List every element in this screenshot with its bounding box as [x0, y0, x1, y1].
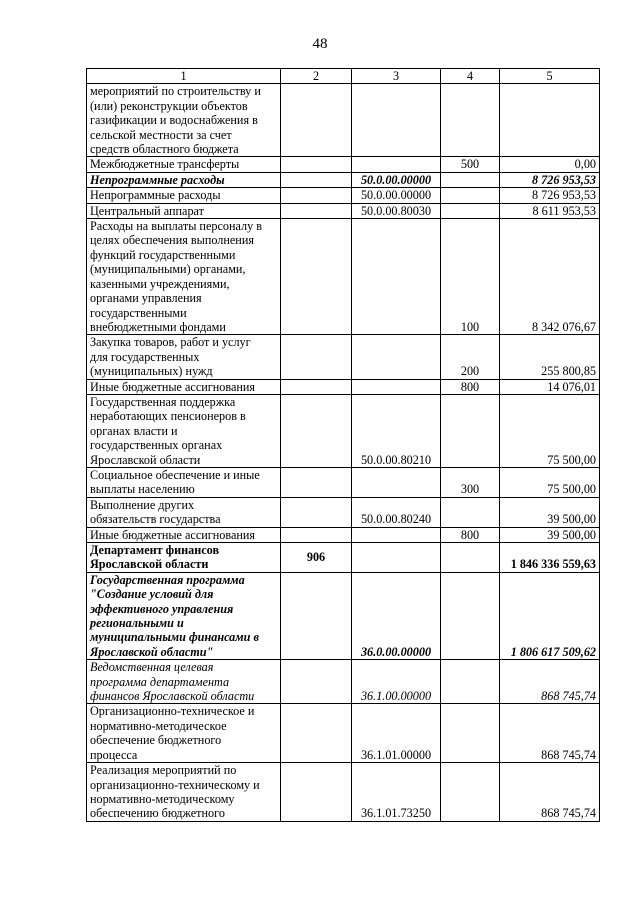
row-group-cell	[441, 497, 500, 527]
row-code-cell	[352, 394, 441, 467]
row-name-text: Департамент финансов Ярославской области	[90, 543, 220, 572]
row-name-cell	[87, 543, 281, 573]
row-name-text: Непрограммные расходы	[90, 188, 221, 203]
row-code-text: 50.0.00.80210	[360, 452, 432, 467]
row-dept-cell	[281, 335, 352, 379]
row-dept-cell	[281, 660, 352, 704]
row-code-cell	[352, 543, 441, 573]
row-name-text: Иные бюджетные ассигнования	[90, 527, 256, 542]
row-group-text: 500	[460, 157, 480, 172]
row-code-text: 50.0.00.00000	[360, 172, 432, 187]
row-code-text: 50.0.00.80030	[360, 203, 432, 218]
row-group-cell	[441, 660, 500, 704]
row-name-cell	[87, 379, 281, 394]
row-name-text: Иные бюджетные ассигнования	[90, 379, 256, 394]
row-amount-cell	[500, 394, 600, 467]
row-amount-text: 39 500,00	[547, 512, 596, 527]
row-code-cell	[352, 763, 441, 822]
row-dept-cell	[281, 527, 352, 542]
row-amount-cell	[500, 763, 600, 822]
row-group-cell	[441, 543, 500, 573]
row-group-text: 200	[460, 364, 480, 379]
row-code-text: 50.0.00.00000	[360, 188, 432, 203]
row-amount-cell	[500, 467, 600, 497]
row-code-text: 36.1.01.73250	[360, 806, 432, 821]
row-amount-text: 8 611 953,53	[532, 203, 596, 218]
row-amount-text: 1 806 617 509,62	[510, 644, 596, 659]
row-group-cell	[441, 763, 500, 822]
page-number: 48	[312, 36, 328, 52]
row-amount-text: 39 500,00	[547, 527, 596, 542]
row-dept-cell	[281, 497, 352, 527]
table-row	[87, 379, 600, 394]
row-name-cell	[87, 763, 281, 822]
row-name-cell	[87, 335, 281, 379]
header-row	[87, 69, 600, 84]
row-name-cell	[87, 497, 281, 527]
header-col-4: 4	[441, 69, 500, 84]
row-amount-text: 8 342 076,67	[532, 319, 596, 334]
row-amount-text: 255 800,85	[541, 364, 596, 379]
row-dept-text: 906	[306, 550, 326, 565]
row-name-cell	[87, 704, 281, 763]
row-code-cell	[352, 335, 441, 379]
row-name-text: Государственная программа "Создание условий для эффективного управления региональными и муниципальными финансами в Ярославской области"	[90, 572, 259, 659]
row-amount-cell	[500, 543, 600, 573]
table-row	[87, 84, 600, 157]
row-group-cell	[441, 203, 500, 218]
row-group-text: 300	[460, 482, 480, 497]
table-row	[87, 497, 600, 527]
row-name-text: Социальное обеспечение и иные выплаты населению	[90, 467, 260, 497]
row-group-text: 800	[460, 379, 480, 394]
row-group-text: 800	[460, 527, 480, 542]
header-col-5: 5	[500, 69, 600, 84]
row-name-text: Ведомственная целевая программа департамента финансов Ярославской области	[90, 660, 255, 704]
row-dept-cell	[281, 543, 352, 573]
row-name-cell	[87, 660, 281, 704]
table-row	[87, 219, 600, 335]
row-amount-cell	[500, 660, 600, 704]
row-name-cell	[87, 84, 281, 157]
row-code-cell	[352, 704, 441, 763]
row-dept-cell	[281, 84, 352, 157]
header-col-3: 3	[352, 69, 441, 84]
row-amount-cell	[500, 704, 600, 763]
row-amount-text: 868 745,74	[541, 689, 596, 704]
row-code-cell	[352, 84, 441, 157]
table-row	[87, 203, 600, 218]
row-group-cell	[441, 188, 500, 203]
row-amount-cell	[500, 188, 600, 203]
row-amount-cell	[500, 335, 600, 379]
table-row	[87, 763, 600, 822]
row-amount-cell	[500, 172, 600, 187]
budget-table-body	[87, 69, 600, 822]
row-group-cell	[441, 527, 500, 542]
row-code-text: 36.1.01.00000	[360, 747, 432, 762]
row-amount-cell	[500, 497, 600, 527]
row-dept-cell	[281, 203, 352, 218]
table-row	[87, 527, 600, 542]
row-amount-text: 14 076,01	[547, 379, 596, 394]
row-group-cell	[441, 84, 500, 157]
row-dept-cell	[281, 467, 352, 497]
row-amount-cell	[500, 84, 600, 157]
row-group-cell	[441, 572, 500, 659]
row-code-cell	[352, 157, 441, 172]
row-name-cell	[87, 157, 281, 172]
row-dept-cell	[281, 172, 352, 187]
row-group-cell	[441, 335, 500, 379]
row-name-cell	[87, 219, 281, 335]
row-name-cell	[87, 188, 281, 203]
row-name-text: Выполнение других обязательств государства	[90, 497, 221, 527]
row-group-cell	[441, 394, 500, 467]
row-code-cell	[352, 203, 441, 218]
row-name-cell	[87, 203, 281, 218]
row-amount-text: 8 726 953,53	[532, 172, 596, 187]
row-code-cell	[352, 467, 441, 497]
budget-table	[86, 68, 600, 822]
row-dept-cell	[281, 394, 352, 467]
row-dept-cell	[281, 572, 352, 659]
row-amount-cell	[500, 527, 600, 542]
row-name-cell	[87, 572, 281, 659]
row-code-cell	[352, 527, 441, 542]
table-row	[87, 172, 600, 187]
row-name-text: мероприятий по строительству и (или) реконструкции объектов газификации и водоснабжения в сельской местности за счет средств областного бюджета	[90, 84, 261, 157]
row-dept-cell	[281, 704, 352, 763]
row-name-text: Расходы на выплаты персоналу в целях обеспечения выполнения функций государственными (муниципальными) органами, казенными учреждениями, органами управления государственными внебюджетными фондами	[90, 219, 262, 334]
row-name-text: Непрограммные расходы	[90, 172, 225, 187]
row-amount-cell	[500, 219, 600, 335]
row-group-cell	[441, 704, 500, 763]
row-name-text: Государственная поддержка неработающих пенсионеров в органах власти и государственных органах Ярославской области	[90, 394, 246, 467]
row-dept-cell	[281, 157, 352, 172]
row-dept-cell	[281, 188, 352, 203]
row-group-cell	[441, 379, 500, 394]
header-col-1: 1	[87, 69, 281, 84]
row-code-text: 36.1.00.00000	[360, 689, 432, 704]
table-row	[87, 335, 600, 379]
row-name-cell	[87, 467, 281, 497]
table-row	[87, 157, 600, 172]
row-group-cell	[441, 467, 500, 497]
row-dept-cell	[281, 219, 352, 335]
header-col-2: 2	[281, 69, 352, 84]
row-group-cell	[441, 172, 500, 187]
row-code-cell	[352, 660, 441, 704]
row-code-cell	[352, 497, 441, 527]
table-row	[87, 704, 600, 763]
row-name-cell	[87, 172, 281, 187]
row-name-text: Закупка товаров, работ и услуг для государственных (муниципальных) нужд	[90, 335, 251, 379]
table-row	[87, 188, 600, 203]
row-amount-text: 75 500,00	[547, 452, 596, 467]
row-name-text: Реализация мероприятий по организационно-техническому и нормативно-методическому обеспечению бюджетного	[90, 763, 260, 821]
row-dept-cell	[281, 379, 352, 394]
row-name-cell	[87, 394, 281, 467]
row-name-text: Центральный аппарат	[90, 203, 204, 218]
row-amount-cell	[500, 157, 600, 172]
row-amount-text: 868 745,74	[541, 747, 596, 762]
table-row	[87, 394, 600, 467]
row-amount-cell	[500, 379, 600, 394]
row-code-text: 36.0.00.00000	[360, 644, 432, 659]
row-amount-cell	[500, 203, 600, 218]
row-amount-text: 8 726 953,53	[532, 188, 596, 203]
row-name-cell	[87, 527, 281, 542]
row-code-cell	[352, 172, 441, 187]
table-row	[87, 660, 600, 704]
row-code-cell	[352, 188, 441, 203]
row-dept-cell	[281, 763, 352, 822]
row-name-text: Межбюджетные трансферты	[90, 157, 240, 172]
row-amount-text: 0,00	[574, 157, 596, 172]
row-amount-text: 75 500,00	[547, 482, 596, 497]
table-row	[87, 543, 600, 573]
row-code-text: 50.0.00.80240	[360, 512, 432, 527]
row-amount-cell	[500, 572, 600, 659]
row-code-cell	[352, 219, 441, 335]
table-row	[87, 572, 600, 659]
row-group-text: 100	[460, 319, 480, 334]
row-code-cell	[352, 572, 441, 659]
row-group-cell	[441, 157, 500, 172]
row-code-cell	[352, 379, 441, 394]
row-amount-text: 1 846 336 559,63	[510, 557, 596, 572]
row-name-text: Организационно-техническое и нормативно-методическое обеспечение бюджетного процесса	[90, 704, 255, 762]
row-group-cell	[441, 219, 500, 335]
table-row	[87, 467, 600, 497]
row-amount-text: 868 745,74	[541, 806, 596, 821]
